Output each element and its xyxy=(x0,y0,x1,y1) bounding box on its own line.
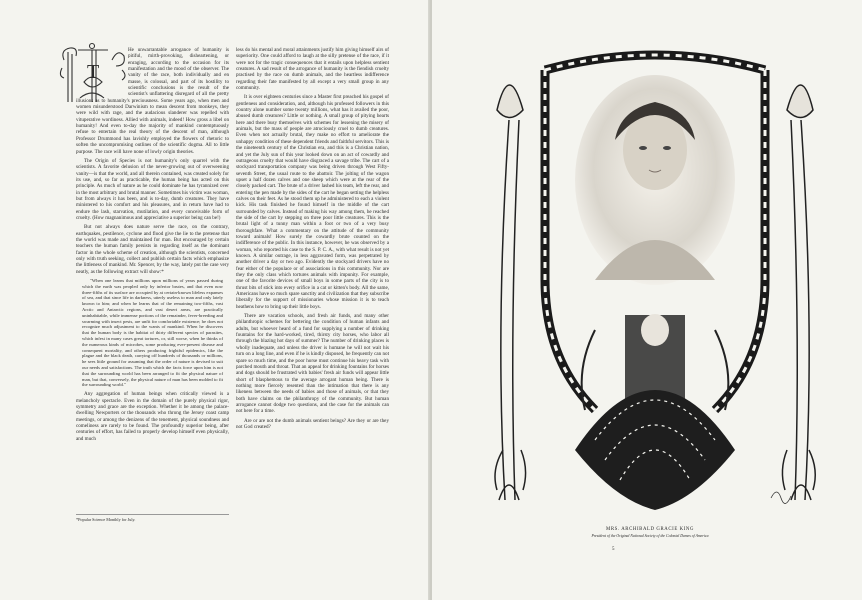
paragraph: There are vacation schools, and fresh air funds, and many other philanthropic schemes for bettering the condition of human infants and adults, but whoever heard of a fund for supplying a number of drinking fountains for the hard-worked, tired, thirsty city horses, who labor all through the blazing hot days of summer? The number of drinking places is wholly inadequate, and unless the driver is humane he will not wait his turn on a long line, and even if he is kindly disposed, he frequently can not spare so much time, and the poor horse must continue his heavy task with parched mouth and throat. That an appeal for drinking fountains for horses and dogs should be frustrated with babies' fresh air funds will appear little short of blasphemous to the average arrogant human being. There is nothing more fiercely resented than the intimation that there is any likeness between the needs of babies and those of animals, or that they both have claims on the philanthropy of the community. But human arrogance cannot dodge two questions, and the case for the animals can not here for a time. xyxy=(236,313,389,415)
left-page xyxy=(0,0,430,600)
paragraph: It is over eighteen centuries since a Master first preached his gospel of gentleness and consideration, and, although his professed followers in this country alone number some twenty millions, what has it availed the poor, abused dumb creatures? Little or nothing. A small group of pitying hearts here and there busy themselves with schemes for lessening the misery of animals, but the mass of people are atrociously cruel to dumb creatures. Even when not actually brutal, they make no effort to ameliorate the unhappy condition of these dependent friends and faithful servitors. This is the nineteenth century of the Christian era, and this is a Christian nation, and yet the July sun of this year looked down on an act of cowardly and outrageous cruelty that would have disgraced a savage tribe. The cart of a stockyard transportation company was being driven through West Fifty-seventh Street, the usual route to the abattoir. The jolting of the wagon upset a half dozen calves and one sheep which were at the rear of the closely packed cart. The brute of a driver lashed his team, left the rear, and entering the pen made by the sides of the cart he began setting the helpless calves on their feet. As he stood them up he administered to each a violent kick. His task finished he found himself in the middle of the cart surrounded by calves. Instead of making his way among them, he reached the side of the cart by stepping on three poor little creatures. This is the brutal light of a tunny man within a foot or two of a very busy thoroughfare. What a commentary on the attitude of the community toward animals! How surely the cowardly brute counted on the indifference of the public. In this instance, however, he was observed by a woman, who reported his case to the S. P. C. A., with what result is not yet known. A similar outrage, in less aggravated form, was perpetrated by another driver a day or two ago. Evidently the stockyard drivers have no fear either of the populace or of associations in this community. Nor are they the only class which tortures animals with impunity. For example, one of the favorite devices of small boys in some parts of the city is to thrust bits of stick into every orifice in a cat or kitten's body. All the same, Americans have so much spare sanctity and civilization that they subscribe liberally for the support of missionaries whose mission it is to teach heathens how to bring up their little boys. xyxy=(236,94,389,310)
page-number: 5 xyxy=(612,547,615,552)
paragraph: Are or are not the dumb animals sentient beings? Are they or are they not God created? xyxy=(236,417,389,430)
left-flower-stalk xyxy=(495,85,526,500)
paragraph: He unwarrantable arrogance of humanity is pitiful, mirth-provoking, disheartening, or enraging, according to the occasion for its manifestation and the mood of the observer. The vanity of the race, both individually and en masse, is colossal, and part of its hostility to scientific conclusions is the result of the scientist's unflattering disregard of all the pretty illusions as to humanity's preciousness. Some years ago, when men and women misunderstood Darwinism to mean descent from monkeys, they were wild with rage, and the audacious slanderer was repelled with vituperative wordiness. Allied with animals, indeed! How gross a libel on humanity! And even to-day the majority of mankind contemptuously refuse to entertain the real theory of the descent of man, although Professor Drummond has lavishly employed the flowers of rhetoric to soften the uncompromising outlines of the scientific dogma. All to little purpose. The race will have none of lowly origin theories. xyxy=(76,47,229,155)
portrait-caption-name: MRS. ARCHIBALD GRACIE KING xyxy=(605,527,695,532)
text-column-1 xyxy=(76,47,229,515)
paragraph: But not always does nature serve the race, on the contrary, earthquakes, pestilence, cyclone and flood give the lie to the pretense that the world was made and maintained for man. But encouraged by certain teachers the human family persists in regarding itself as the dominant factor in the whole scheme of creation, although the scientists, concerned only with truth seeking, collect and publish certain facts which emphasize the littleness of mankind. Mr. Spencer, by the way, lately put the case very neatly, as the following extract will show:* xyxy=(76,224,229,275)
art-nouveau-portrait-illustration xyxy=(475,30,835,520)
text-column-2 xyxy=(236,47,389,509)
right-flower-stalk xyxy=(782,85,815,500)
paragraph: less do his mental and moral attainments justify him giving himself airs of superiority. One could afford to laugh at the silly pretense of the race, if it were not for the tragic consequences that it entails upon helpless sentient creatures. A sad result of the arrogance of humanity is the fiendish cruelty practised by the race on dumb animals, and the heartless indifference regarding their fate manifested by all except a very small group in any community. xyxy=(236,47,389,92)
paragraph: The Origin of Species is not humanity's only quarrel with the scientists. A favorite delusion of the never-growing out of overweening vanity—is that the world, and all therein contained, was created solely for its use, and, so far as practicable, the human being has acted on this principle. As much of nature as he could dominate he has tyrannized over in the most arbitrary and brutal manner. Sometimes his victim was woman, but from always it has been, and is to-day, dumb creatures. They have ministered to his comfort and his pleasures, and in return have had to endure the lash, starvation, mutilation, and every conceivable form of cruelty. (How magnanimous and appreciative a superior being can be!) xyxy=(76,157,229,221)
portrait-caption-subtitle: President of the Original National Society of the Colonial Dames of America xyxy=(591,534,709,538)
dropcap-letter: T xyxy=(87,61,100,83)
artist-signature xyxy=(771,492,791,504)
block-quote: "When one learns that millions upon millions of years passed during which the earth was peopled only by inferior brutes, and that even now three-fifths of its surface are occupied by at certain-known lifeless expanses of sea, and that since life in darkness, utterly useless to man and only lately known to him; and when he learns that of the remaining two-fifths, vast Arctic and Antarctic regions, and vast desert areas, are practically uninhabitable, while immense portions of the remainder, fever-breeding and swarming with insect pests, are unfit for comfortable existence; he does not recognize much adjustment to the wants of mankind. When he discovers that the human body is the habitat of thirty different species of parasites, which infest in many cases great tortures, or, still worse, when he thinks of the numerous kinds of microbes, some producing ever-present disease and consequent mortality, and others producing frightful epidemics, like the plague and the black death, carrying off hundreds of thousands or millions, he sees little ground for assuming that the order of nature is devised to suit our needs and satisfactions. The truth which the facts force upon him is not that the surrounding world has been arranged to fit the physical nature of man, but that, conversely, the physical nature of man has been molded to fit the surrounding world." xyxy=(82,278,223,388)
paragraph: Any aggregation of human beings when critically viewed is a melancholy spectacle. Even in the domain of the purely physical rigor, symmetry and grace are the exception. Whether it be among the palace-dwelling Newporters or the thousands who throng the Jersey coast camp meetings, or among the denizens of the tenement, physical soundness and comeliness are rarely to be found. The profoundly superior being, after centuries of effort, has failed to properly develop himself even physically, and much xyxy=(76,391,229,442)
portrait-vignette xyxy=(575,75,735,285)
footnote: *Popular Science Monthly for July. xyxy=(76,514,229,522)
allegorical-figure xyxy=(575,314,735,510)
